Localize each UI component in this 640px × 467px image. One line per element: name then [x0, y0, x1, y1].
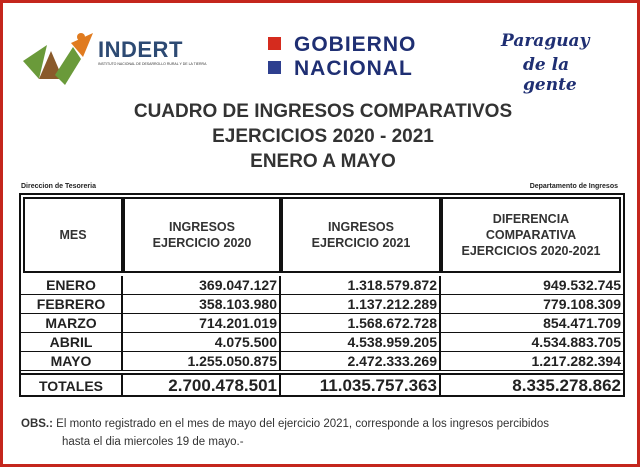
cell-mes: ABRIL [21, 333, 123, 352]
cell-diff: 854.471.709 [441, 314, 623, 333]
title-line1: CUADRO DE INGRESOS COMPARATIVOS [133, 101, 513, 122]
obs-label: OBS.: [21, 418, 53, 430]
cell-diff: 1.217.282.394 [441, 352, 623, 371]
document-title [3, 99, 640, 174]
department-left: Direccion de Tesoreria [21, 183, 96, 190]
paraguay-de-la-gente-logo [499, 31, 619, 95]
paraguay-line2: de la gente [523, 55, 577, 95]
indert-emblem-icon [21, 29, 97, 89]
header-diferencia: DIFERENCIA COMPARATIVA EJERCICIOS 2020-2021 [441, 197, 621, 273]
cell-2020: 369.047.127 [123, 276, 281, 295]
cell-2021: 4.538.959.205 [281, 333, 441, 352]
cell-mes: FEBRERO [21, 295, 123, 314]
cell-diff: 779.108.309 [441, 295, 623, 314]
cell-2020: 4.075.500 [123, 333, 281, 352]
table-row [21, 295, 623, 314]
income-table [19, 193, 625, 397]
indert-name: INDERT [98, 37, 183, 62]
totals-row [21, 373, 623, 397]
header-ingresos-2020: INGRESOS EJERCICIO 2020 [123, 197, 281, 273]
total-diff: 8.335.278.862 [512, 376, 621, 395]
gobierno-line1: GOBIERNO [294, 33, 417, 56]
cell-2020: 358.103.980 [123, 295, 281, 314]
indert-logo [21, 29, 207, 89]
blue-square-icon [268, 61, 281, 74]
table-row [21, 276, 623, 295]
gobierno-line2: NACIONAL [294, 57, 413, 80]
department-right: Departamento de Ingresos [529, 183, 618, 190]
indert-subtitle: INSTITUTO NACIONAL DE DESARROLLO RURAL Y DE LA TIERRA [98, 62, 207, 66]
cell-2021: 1.137.212.289 [281, 295, 441, 314]
table-row [21, 333, 623, 352]
red-square-icon [268, 37, 281, 50]
cell-diff: 4.534.883.705 [441, 333, 623, 352]
cell-2021: 1.568.672.728 [281, 314, 441, 333]
cell-diff: 949.532.745 [441, 276, 623, 295]
title-line3: ENERO A MAYO [250, 151, 396, 172]
cell-2020: 714.201.019 [123, 314, 281, 333]
total-label: TOTALES [21, 375, 123, 397]
table-row [21, 352, 623, 371]
cell-2020: 1.255.050.875 [123, 352, 281, 371]
gobierno-nacional-logo [268, 33, 448, 83]
obs-line1: El monto registrado en el mes de mayo del ejercicio 2021, corresponde a los ingresos percibidos [56, 418, 550, 430]
cell-mes: ENERO [21, 276, 123, 295]
cell-mes: MARZO [21, 314, 123, 333]
cell-mes: MAYO [21, 352, 123, 371]
table-row [21, 314, 623, 333]
header-ingresos-2021: INGRESOS EJERCICIO 2021 [281, 197, 441, 273]
paraguay-line1: Paraguay [501, 31, 590, 51]
cell-2021: 1.318.579.872 [281, 276, 441, 295]
total-2021: 11.035.757.363 [281, 375, 441, 397]
obs-line2: hasta el dia miercoles 19 de mayo.- [62, 436, 244, 448]
title-line2: EJERCICIOS 2020 - 2021 [212, 126, 434, 147]
header-mes: MES [23, 197, 123, 273]
cell-2021: 2.472.333.269 [281, 352, 441, 371]
total-2020: 2.700.478.501 [123, 375, 281, 397]
